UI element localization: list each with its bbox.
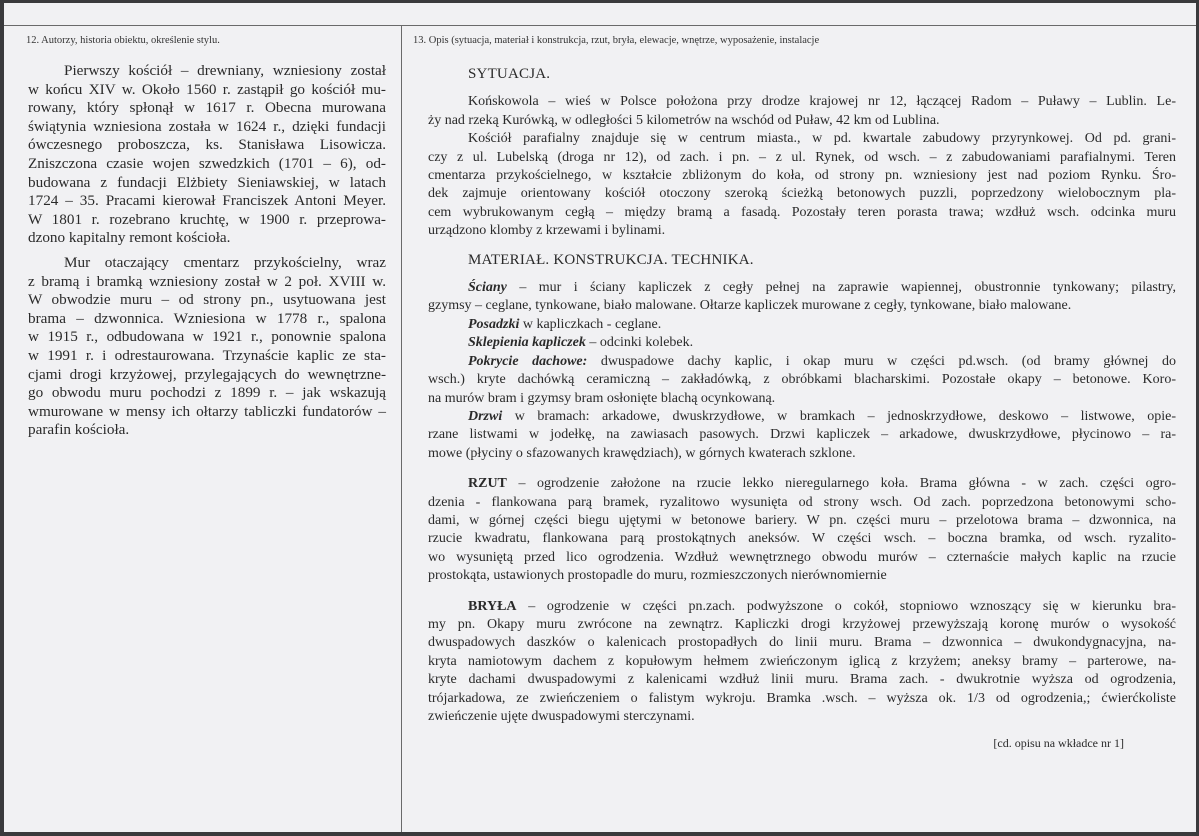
- line-text: Kościół parafialny znajduje się w centrum miasta., w pd. kwartale zabudowy przyrynkowej. Od pd. grani-: [468, 131, 1176, 147]
- line-text: z bramą i bramką wzniesiony został w 2 poł. XVIII w.: [28, 272, 386, 290]
- line-text: rzucie kwadratu, flankowana parą prostokątnych aneksów. W części wsch. – boczna bramka, od wsch. ryzalito-: [428, 531, 1176, 547]
- section-13-header: 13. Opis (sytuacja, materiał i konstrukcja, rzut, bryła, elewacje, wnętrze, wyposażenie, instalacje: [413, 35, 820, 46]
- paragraph: [428, 279, 1176, 316]
- paragraph: [428, 334, 1176, 352]
- text-line: [28, 192, 386, 211]
- text-line: [428, 408, 1176, 426]
- spacer: [428, 241, 1176, 251]
- text-line: [28, 291, 386, 310]
- text-line: [428, 616, 1176, 634]
- text-line: [28, 421, 386, 440]
- line-text: dzenia - flankowana parą bramek, ryzalitowo wysunięta od strony wsch. Od zach. poprzedzona betonowymi scho-: [428, 494, 1176, 510]
- text-line: [428, 549, 1176, 567]
- text-line: [428, 204, 1176, 222]
- text-line: [28, 118, 386, 137]
- line-text: kryta namiotowym dachem z kopułowym hełmem zwieńczonym iglicą z krzyżem; aneksy bramy – parterowe, na-: [428, 653, 1176, 669]
- text-line: [428, 390, 1176, 408]
- text-line: [428, 690, 1176, 708]
- paragraph-lead: Ściany: [468, 280, 507, 296]
- line-text: rzane listwami w jodełkę, na zawiasach pasowych. Drzwi kapliczek – arkadowe, dwuskrzydłowe, płycinowo – ra-: [428, 427, 1176, 443]
- text-line: [28, 366, 386, 385]
- text-line: [428, 353, 1176, 371]
- text-line: [428, 167, 1176, 185]
- line-text: w 1991 r. i odrestaurowana. Trzynaście kaplic ze sta-: [28, 346, 386, 364]
- line-text: wsch.) kryte dachówką ceramiczną – zakładówką, z obróbkami blacharskimi. Pozostałe okapy – betonowe. Koro-: [428, 372, 1176, 388]
- paragraph: [428, 93, 1176, 130]
- text-line: [428, 634, 1176, 652]
- text-line: [28, 310, 386, 329]
- text-line: [428, 567, 1176, 585]
- line-text: parafin kościoła.: [28, 421, 130, 439]
- paragraph: [428, 408, 1176, 463]
- paragraph: [428, 475, 1176, 585]
- text-line: [428, 149, 1176, 167]
- text-line: [28, 347, 386, 366]
- text-line: [428, 598, 1176, 616]
- paragraph-lead: RZUT: [468, 476, 507, 492]
- line-text: – ogrodzenie założone na rzucie lekko nieregularnego koła. Brama główna - w zach. części ogro-: [506, 476, 1176, 492]
- line-text: Mur otaczający cmentarz przykościelny, wraz: [64, 253, 386, 271]
- line-text: kryte dachami dwuspadowymi z kalenicami wzdłuż linii muru. Brama zach. - dwukrotnie wyższa od ogrodzenia,: [428, 672, 1176, 688]
- text-line: [428, 475, 1176, 493]
- text-line: [428, 530, 1176, 548]
- text-line: [428, 279, 1176, 297]
- text-line: [28, 328, 386, 347]
- text-line: [28, 273, 386, 292]
- section-heading: SYTUACJA.: [468, 66, 551, 82]
- paragraph: [28, 254, 386, 440]
- text-line: [28, 229, 386, 248]
- text-line: [28, 403, 386, 422]
- line-text: dwuspadowe dachy kaplic, i okap muru w części pd.wsch. (od bramy głównej do: [587, 353, 1177, 369]
- line-text: – odcinki kolebek.: [585, 335, 694, 351]
- spacer: [428, 586, 1176, 598]
- line-text: dzono kapitalny remont kościoła.: [28, 229, 231, 247]
- text-line: [28, 211, 386, 230]
- paragraph-lead: Drzwi: [468, 408, 503, 424]
- description-column: [428, 65, 1176, 726]
- text-line: [428, 512, 1176, 530]
- line-text: w kapliczkach - ceglane.: [519, 316, 662, 332]
- spacer: [428, 269, 1176, 279]
- text-line: [28, 62, 386, 81]
- paragraph: [428, 353, 1176, 408]
- line-text: mowe (płyciny o sfazowanych krawędziach), w górnych kwaterach szklone.: [428, 445, 856, 461]
- spacer: [428, 463, 1176, 475]
- line-text: ówczesnego proboszcza, ks. Stanisława Lisowicza.: [28, 136, 386, 154]
- paragraph: [428, 598, 1176, 727]
- text-line: [428, 671, 1176, 689]
- text-line: [28, 136, 386, 155]
- line-text: – mur i ściany kapliczek z cegły pełnej na zaprawie wapiennej, obustronnie tynkowany; pilastry,: [506, 280, 1176, 296]
- text-line: [28, 174, 386, 193]
- history-column: [28, 62, 386, 440]
- line-text: cem wybrukowanym cegłą – między bramą a fasadą. Pozostały teren porasta trawa; wzdłuż wsch. odcinka muru: [428, 204, 1176, 220]
- line-text: czy z ul. Lubelską (droga nr 12), od zach. i pn. – z ul. Rynek, od wsch. – z zabudowaniami parafialnymi. Teren: [428, 149, 1176, 165]
- section-heading: MATERIAŁ. KONSTRUKCJA. TECHNIKA.: [468, 251, 754, 268]
- column-divider: [401, 25, 402, 832]
- line-text: Zniszczona czasie wojen szwedzkich (1701 – 6), od-: [28, 154, 386, 172]
- document-sheet: [4, 3, 1196, 832]
- line-text: cjami drogi krzyżowej, przylegających do wewnętrzne-: [28, 365, 386, 383]
- line-text: Pierwszy kościół – drewniany, wzniesiony został: [64, 62, 386, 79]
- paragraph-lead: BRYŁA: [468, 598, 517, 614]
- line-text: w bramach: arkadowe, dwuskrzydłowe, w bramkach – jednoskrzydłowe, deskowo – listwowe, opie-: [502, 408, 1176, 424]
- paragraph-lead: Posadzki: [468, 316, 520, 332]
- text-line: [28, 81, 386, 100]
- text-line: [28, 384, 386, 403]
- line-text: w 1915 r., odbudowana w 1921 r., ponownie spalona: [28, 328, 386, 346]
- text-line: [28, 99, 386, 118]
- text-line: [428, 445, 1176, 463]
- line-text: dek zajmuje orientowany kościół otoczony szeroką ścieżką betonowych puzzli, poprzedzony wielobocznym pla-: [428, 186, 1176, 202]
- text-line: [428, 426, 1176, 444]
- paragraph: [428, 316, 1176, 334]
- text-line: [428, 222, 1176, 240]
- line-text: rowany, który spłonął w 1617 r. Obecna murowana: [28, 99, 386, 117]
- text-line: [428, 316, 1176, 334]
- text-line: [28, 254, 386, 273]
- line-text: my pn. Okapy muru zwrócone na zewnątrz. Kapliczki drogi krzyżowej przewyższają koronę murów o wysokość: [428, 616, 1176, 632]
- text-line: [428, 185, 1176, 203]
- line-text: W 1801 r. rozebrano kruchtę, w 1900 r. przeprowa-: [28, 210, 386, 228]
- spacer: [428, 83, 1176, 93]
- text-line: [428, 334, 1176, 352]
- paragraph: [428, 130, 1176, 240]
- line-text: Końskowola – wieś w Polsce położona przy drodze krajowej nr 12, łączącej Radom – Puławy – Lublin. Le-: [468, 94, 1176, 110]
- text-line: [428, 653, 1176, 671]
- text-line: [428, 112, 1176, 130]
- line-text: urządzono klomby z krzewami i bylinami.: [428, 223, 666, 239]
- line-text: ży nad rzeką Kurówką, w odległości 5 kilometrów na wschód od Puław, 42 km od Lublina.: [428, 112, 940, 128]
- text-line: [428, 297, 1176, 315]
- line-text: w końcu XIV w. Około 1560 r. zastąpił go kościół mu-: [28, 80, 386, 98]
- line-text: zwieńczenie ujęte dwuspadowymi sterczynami.: [428, 709, 695, 724]
- line-text: brama – dzwonnica. Wzniesiona w 1778 r., spalona: [28, 309, 386, 327]
- line-text: go obwodu muru pochodzi z 1899 r. – jak wskazują: [28, 384, 386, 402]
- continuation-note: [cd. opisu na wkładce nr 1]: [993, 736, 1124, 750]
- line-text: wo wysuniętą przed lico ogrodzenia. Wzdłuż wewnętrznego obwodu murów – czternaście małych kaplic na rzucie: [428, 549, 1176, 565]
- line-text: cmentarza przykościelnego, w kształcie zbliżonym do koła, od strony pn. wzniesiony jest nad poziom Rynku. Śro-: [428, 168, 1176, 184]
- paragraph-lead: Pokrycie dachowe:: [468, 353, 588, 369]
- line-text: budowana z fundacji Elżbiety Sieniawskiej, w latach: [28, 173, 386, 191]
- text-line: [428, 371, 1176, 389]
- text-line: [28, 155, 386, 174]
- line-text: dami, w górnej części biegu ujętymi w betonowe bariery. W pn. części muru – przelotowa brama – dzwonnica, na: [428, 512, 1176, 528]
- paragraph-lead: Sklepienia kapliczek: [468, 335, 586, 351]
- line-text: wmurowane w mensy ich ołtarzy tabliczki fundatorów –: [28, 402, 386, 420]
- line-text: – ogrodzenie w części pn.zach. podwyższone o cokół, stopniowo wznoszący się w kierunku bra-: [516, 598, 1176, 614]
- section-12-header: 12. Autorzy, historia obiektu, określenie stylu.: [26, 35, 220, 46]
- line-text: W obwodzie muru – od strony pn., usytuowana jest: [28, 291, 386, 309]
- line-text: gzymsy – ceglane, tynkowane, biało malowane. Ołtarze kapliczek murowane z cegły, tynkowane, biało malowane.: [428, 298, 1072, 314]
- line-text: dwuspadowych daszków o kalenicach prostopadłych do linii muru. Brama – dzwonnica – dwukondygnacyjna, na-: [428, 635, 1176, 651]
- line-text: 1724 – 35. Pracami kierował Franciszek Antoni Meyer.: [28, 192, 386, 210]
- text-line: [428, 708, 1176, 726]
- line-text: prostokąta, ustawionych prostopadle do muru, rozmieszczonych nierównomiernie: [428, 568, 887, 584]
- text-line: [428, 130, 1176, 148]
- line-text: na murów bram i gzymsy bram osłonięte blachą ocynkowaną.: [428, 390, 776, 406]
- paragraph: [28, 62, 386, 248]
- header-divider: [4, 25, 1196, 26]
- text-line: [428, 494, 1176, 512]
- line-text: świątynia wzniesiona została w 1624 r., dzięki fundacji: [28, 117, 386, 135]
- text-line: [428, 93, 1176, 111]
- line-text: trójarkadowa, ze zwieńczeniem o falistym wykroju. Bramka .wsch. – wyższa ok. 1/3 od ogrodzenia,; ćwierćkoliste: [428, 690, 1176, 706]
